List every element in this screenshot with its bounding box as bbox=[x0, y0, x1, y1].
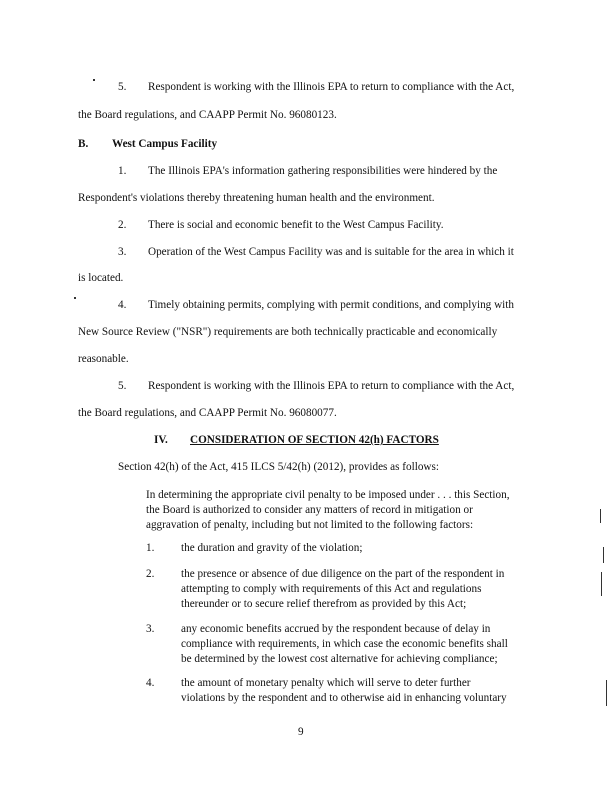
quote-line: the Board is authorized to consider any matters of record in mitigation or bbox=[146, 504, 473, 516]
item-number: 5. bbox=[118, 81, 127, 93]
paragraph-line: is located. bbox=[78, 272, 124, 284]
factor-line: compliance with requirements, in which case the economic benefits shall bbox=[181, 638, 508, 650]
paragraph-line: Respondent's violations thereby threatening human health and the environment. bbox=[78, 192, 435, 204]
item-number: 3. bbox=[118, 246, 127, 258]
paragraph-line: The Illinois EPA's information gathering responsibilities were hindered by the bbox=[148, 165, 498, 177]
factor-line: attempting to comply with requirements of this Act and regulations bbox=[181, 583, 482, 595]
paragraph-line: New Source Review ("NSR") requirements are both technically practicable and economically bbox=[78, 326, 498, 338]
paragraph-line: Section 42(h) of the Act, 415 ILCS 5/42(h) (2012), provides as follows: bbox=[118, 461, 439, 473]
page-number: 9 bbox=[298, 726, 304, 738]
factor-line: the amount of monetary penalty which will serve to deter further bbox=[181, 677, 471, 689]
factor-number: 3. bbox=[146, 623, 155, 635]
paragraph-line: There is social and economic benefit to the West Campus Facility. bbox=[148, 219, 444, 231]
paragraph-line: Operation of the West Campus Facility was and is suitable for the area in which it bbox=[148, 246, 514, 258]
scan-mark bbox=[606, 680, 607, 706]
paragraph-line: reasonable. bbox=[78, 353, 129, 365]
factor-line: the duration and gravity of the violation; bbox=[181, 542, 363, 554]
paragraph-line: Respondent is working with the Illinois EPA to return to compliance with the Act, bbox=[148, 380, 515, 392]
factor-number: 4. bbox=[146, 677, 155, 689]
quote-line: In determining the appropriate civil penalty to be imposed under . . . this Section, bbox=[146, 489, 510, 501]
factor-line: the presence or absence of due diligence on the part of the respondent in bbox=[181, 568, 505, 580]
scan-speck bbox=[74, 297, 76, 299]
item-number: 4. bbox=[118, 299, 127, 311]
factor-line: be determined by the lowest cost alternative for achieving compliance; bbox=[181, 653, 498, 665]
section-heading: CONSIDERATION OF SECTION 42(h) FACTORS bbox=[190, 434, 439, 446]
scan-mark bbox=[600, 509, 601, 523]
scan-mark bbox=[603, 547, 604, 563]
paragraph-line: the Board regulations, and CAAPP Permit No. 96080077. bbox=[78, 407, 337, 419]
section-heading: West Campus Facility bbox=[112, 138, 218, 150]
section-label: B. bbox=[78, 138, 89, 150]
paragraph-line: the Board regulations, and CAAPP Permit No. 96080123. bbox=[78, 109, 337, 121]
item-number: 1. bbox=[118, 165, 127, 177]
factor-number: 2. bbox=[146, 568, 155, 580]
section-label: IV. bbox=[154, 434, 168, 446]
item-number: 2. bbox=[118, 219, 127, 231]
factor-line: violations by the respondent and to otherwise aid in enhancing voluntary bbox=[181, 692, 507, 704]
item-number: 5. bbox=[118, 380, 127, 392]
factor-line: thereunder or to secure relief therefrom as provided by this Act; bbox=[181, 598, 467, 610]
paragraph-line: Respondent is working with the Illinois EPA to return to compliance with the Act, bbox=[148, 81, 515, 93]
factor-number: 1. bbox=[146, 542, 155, 554]
factor-line: any economic benefits accrued by the respondent because of delay in bbox=[181, 623, 491, 635]
quote-line: aggravation of penalty, including but not limited to the following factors: bbox=[146, 519, 474, 531]
paragraph-line: Timely obtaining permits, complying with permit conditions, and complying with bbox=[148, 299, 514, 311]
scan-mark bbox=[601, 572, 602, 596]
scan-speck bbox=[93, 79, 95, 81]
